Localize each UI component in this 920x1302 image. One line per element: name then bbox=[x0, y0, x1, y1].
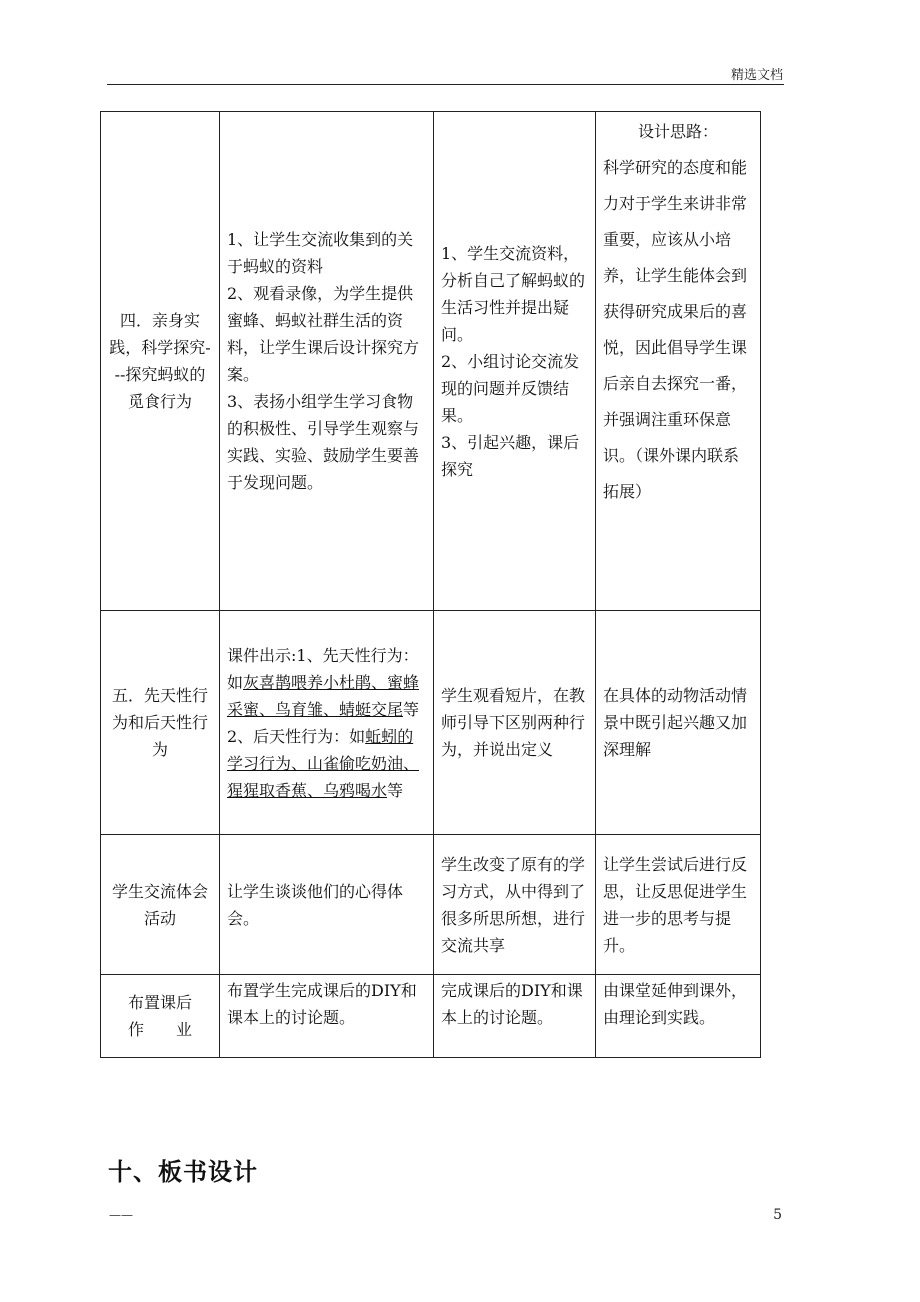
student-step: 1、学生交流资料，分析自己了解蚂蚁的生活习性并提出疑问。 bbox=[441, 243, 586, 344]
student-activity-cell: 完成课后的DIY和课本上的讨论题。 bbox=[434, 975, 596, 1058]
student-activity-cell: 学生观看短片，在教师引导下区别两种行为，并说出定义 bbox=[434, 611, 596, 835]
table-row bbox=[101, 611, 761, 835]
stage-cell: 四．亲身实践，科学探究---探究蚂蚁的觅食行为 bbox=[101, 112, 220, 611]
header-label: 精选文档 bbox=[730, 68, 783, 83]
table-row bbox=[101, 835, 761, 975]
stage-cell bbox=[101, 975, 220, 1058]
underlined-examples: 灰喜鹊喂养小杜鹃、蜜蜂采蜜、鸟育雏、蜻蜓交尾 bbox=[227, 672, 420, 719]
student-activity-cell bbox=[434, 112, 596, 611]
header-rule bbox=[107, 84, 784, 85]
teacher-text: 等 bbox=[387, 780, 404, 800]
page-number: 5 bbox=[773, 1207, 782, 1223]
teacher-step: 2、观看录像，为学生提供蜜蜂、蚂蚁社群生活的资料，让学生课后设计探究方案。 bbox=[227, 284, 420, 384]
stage-line: 作 业 bbox=[127, 1020, 192, 1039]
design-cell bbox=[596, 112, 761, 611]
teacher-step: 3、表扬小组学生学习食物的积极性、引导学生观察与实践、实验、鼓励学生要善于发现问题。 bbox=[227, 392, 420, 492]
teacher-activity-cell: 布置学生完成课后的DIY和课本上的讨论题。 bbox=[220, 975, 434, 1058]
table-row bbox=[101, 975, 761, 1058]
teacher-activity-cell bbox=[220, 611, 434, 835]
student-step: 3、引起兴趣，课后探究 bbox=[441, 432, 580, 479]
design-title: 设计思路： bbox=[637, 122, 718, 141]
student-step: 2、小组讨论交流发现的问题并反馈结果。 bbox=[441, 351, 580, 425]
teacher-text: 课件出示:1、先天性行为：如 bbox=[227, 645, 419, 692]
underlined-examples: 蚯蚓的学习行为、山雀偷吃奶油、猩猩取香蕉、乌鸦喝水 bbox=[227, 726, 420, 800]
teacher-activity-cell bbox=[220, 112, 434, 611]
teacher-step bbox=[227, 723, 426, 804]
teacher-text: 2、后天性行为：如 bbox=[227, 726, 366, 746]
stage-cell: 学生交流体会活动 bbox=[101, 835, 220, 975]
teacher-text: 等 bbox=[403, 699, 420, 719]
design-text: 科学研究的态度和能力对于学生来讲非常重要，应该从小培养，让学生能体会到获得研究成果后的喜悦，因此倡导学生课后亲自去探究一番，并强调注重环保意识。（课外课内联系拓展） bbox=[603, 158, 748, 501]
student-activity-cell: 学生改变了原有的学习方式，从中得到了很多所思所想，进行交流共享 bbox=[434, 835, 596, 975]
table-row bbox=[101, 112, 761, 611]
section-title: 十、板书设计 bbox=[108, 1158, 258, 1186]
stage-line: 布置课后 bbox=[127, 993, 192, 1012]
teacher-activity-cell: 让学生谈谈他们的心得体会。 bbox=[220, 835, 434, 975]
design-cell: 由课堂延伸到课外，由理论到实践。 bbox=[596, 975, 761, 1058]
lesson-table bbox=[100, 111, 761, 1058]
design-cell: 让学生尝试后进行反思，让反思促进学生进一步的思考与提升。 bbox=[596, 835, 761, 975]
teacher-step: 1、让学生交流收集到的关于蚂蚁的资料 bbox=[227, 230, 414, 276]
stage-cell: 五．先天性行为和后天性行为 bbox=[101, 611, 220, 835]
footer-dash: —— bbox=[109, 1208, 133, 1222]
design-cell: 在具体的动物活动情景中既引起兴趣又加深理解 bbox=[596, 611, 761, 835]
teacher-step bbox=[227, 642, 426, 723]
